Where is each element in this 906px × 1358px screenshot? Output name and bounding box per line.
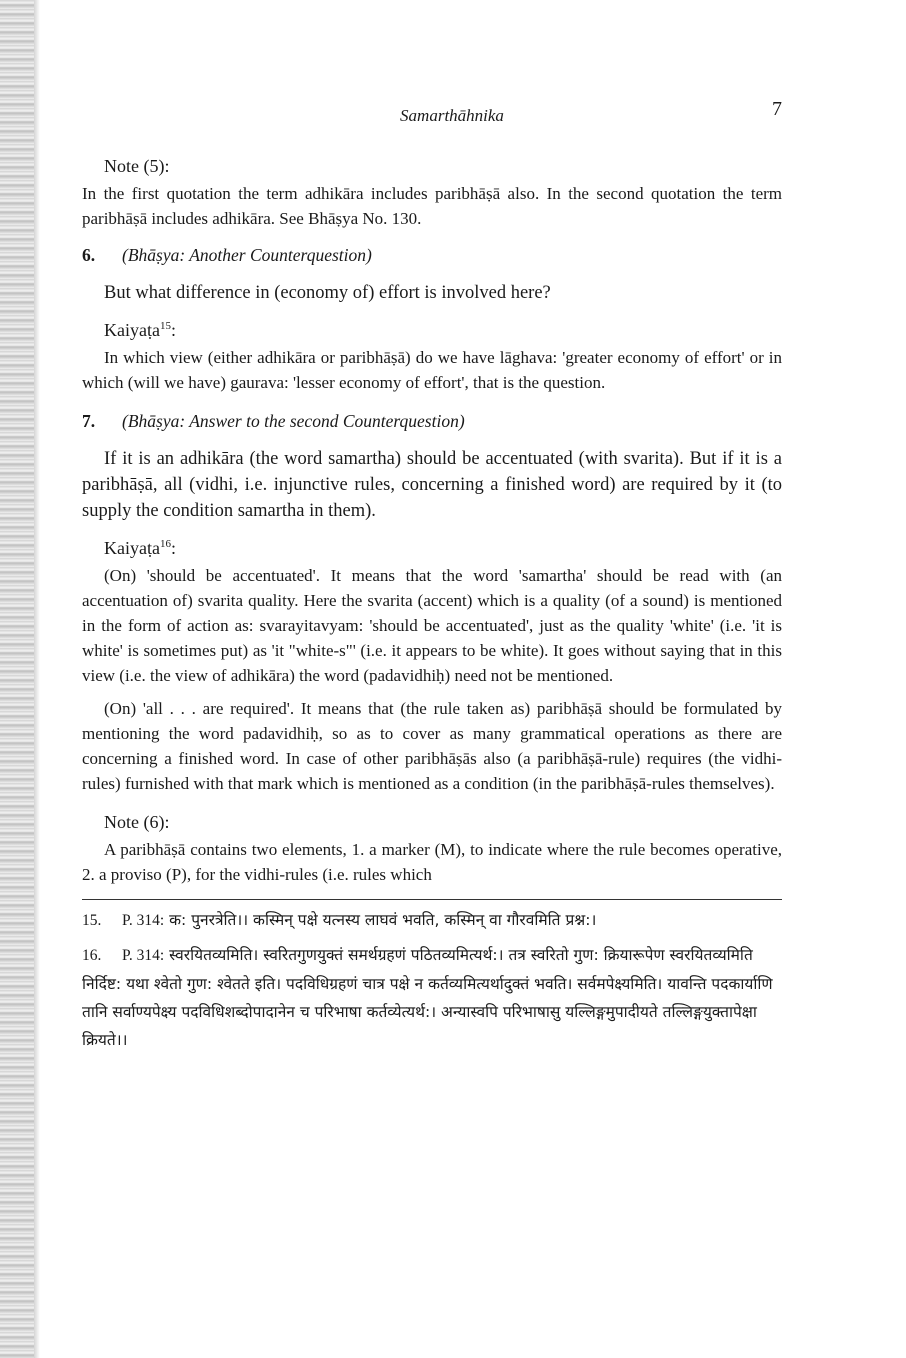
- kaiyata-15-name: Kaiyaṭa: [104, 320, 160, 340]
- section-6-title: (Bhāṣya: Another Counterquestion): [122, 245, 372, 265]
- section-6-number: 6.: [82, 245, 96, 265]
- kaiyata-15-text: In which view (either adhikāra or paribhāṣā) do we have lāghava: 'greater economy of effort' or in which (will we have) gaurava: 'lesser economy of effort', that is the question.: [82, 348, 782, 392]
- running-head: [122, 96, 782, 128]
- footnote-16: [82, 941, 782, 1054]
- note-6-text: A paribhāṣā contains two elements, 1. a marker (M), to indicate where the rule becomes operative, 2. a proviso (P), for the vidhi-rules (i.e. rules which: [82, 840, 782, 884]
- footnote-16-text: स्वरयितव्यमिति। स्वरितगुणयुक्तं समर्थग्रहणं पठितव्यमित्यर्थ:। तत्र स्वरितो गुण: क्रियारूपेण स्वरयितव्यमिति निर्दिष्ट: यथा श्वेतो गुण: श्वेतते इति। पदविधिग्रहणं चात्र पक्षे न कर्तव्यमित्यर्थादुक्तं भवति। सर्वमपेक्ष्यमिति। यावन्ति पदकार्याणि तानि सर्वाण्यपेक्ष्य पदविधिशब्दोपादानेन च परिभाषा कर्तव्येत्यर्थ:। अन्यास्वपि परिभाषासु यल्लिङ्गमुपादीयते तल्लिङ्गयुक्तापेक्षा क्रियते।।: [82, 946, 773, 1049]
- kaiyata-16-name: Kaiyaṭa: [104, 538, 160, 558]
- section-6-question: But what difference in (economy of) effort is involved here?: [104, 283, 551, 303]
- footnote-15-text: क: पुनरत्रेति।। कस्मिन् पक्षे यत्नस्य लाघवं भवति, कस्मिन् वा गौरवमिति प्रश्न:।: [169, 911, 597, 929]
- footnote-ref-15: 15: [159, 320, 171, 332]
- note-6-label: Note (6):: [104, 812, 170, 832]
- footnote-divider: [82, 899, 782, 900]
- section-6-heading: [82, 245, 782, 266]
- footnote-15: [82, 906, 782, 935]
- running-title: Samarthāhnika: [400, 106, 504, 125]
- book-page: [82, 96, 782, 1054]
- footnote-16-number: 16.: [82, 947, 102, 964]
- section-7-title: (Bhāṣya: Answer to the second Counterquestion): [122, 411, 465, 431]
- page-binding-edge: [0, 0, 34, 1358]
- kaiyata-16-paragraph-1: (On) 'should be accentuated'. It means that the word 'samartha' should be read with (an accentuation of) svarita quality. Here the svarita (accent) which is a quality (of a sound) is mentioned in the form of action as: svarayitavyam: 'should be accentuated', just as the quality 'white' (i.e. 'it is white' is sometimes put) as 'it "white-s"' (i.e. it appears to be white). It goes without saying that in this view (i.e. the view of adhikāra) the word (padavidhiḥ) need not be mentioned.: [82, 566, 782, 685]
- kaiyata-16-label: Kaiyaṭa$^{16}$:: [104, 538, 176, 558]
- footnote-16-ref: P. 314:: [122, 947, 165, 964]
- footnote-ref-16: 16: [159, 538, 171, 550]
- note-5-text: In the first quotation the term adhikāra includes paribhāṣā also. In the second quotation the term paribhāṣā includes adhikāra. See Bhāṣya No. 130.: [82, 184, 782, 228]
- note-5-label: Note (5):: [104, 156, 170, 176]
- section-7-heading: [82, 411, 782, 432]
- kaiyata-15-label: Kaiyaṭa$^{15}$:: [104, 320, 176, 340]
- section-7-answer: If it is an adhikāra (the word samartha) should be accentuated (with svarita). But if it is a paribhāṣā, all (vidhi, i.e. injunctive rules, concerning a finished word) are required by it (to supply the condition samartha in them).: [82, 449, 782, 521]
- kaiyata-16-paragraph-2: (On) 'all . . . are required'. It means that (the rule taken as) paribhāṣā should be formulated by mentioning the word padavidhiḥ, so as to cover as many grammatical operations as there are concerning a finished word. In case of other paribhāṣās also (a paribhāṣā-rule) requires (the vidhi-rules) furnished with that mark which is mentioned as a condition (in the paribhāṣā-rules themselves).: [82, 699, 782, 793]
- section-7-number: 7.: [82, 411, 96, 431]
- page-number: 7: [772, 98, 782, 120]
- footnote-15-number: 15.: [82, 912, 102, 929]
- footnote-15-ref: P. 314:: [122, 912, 165, 929]
